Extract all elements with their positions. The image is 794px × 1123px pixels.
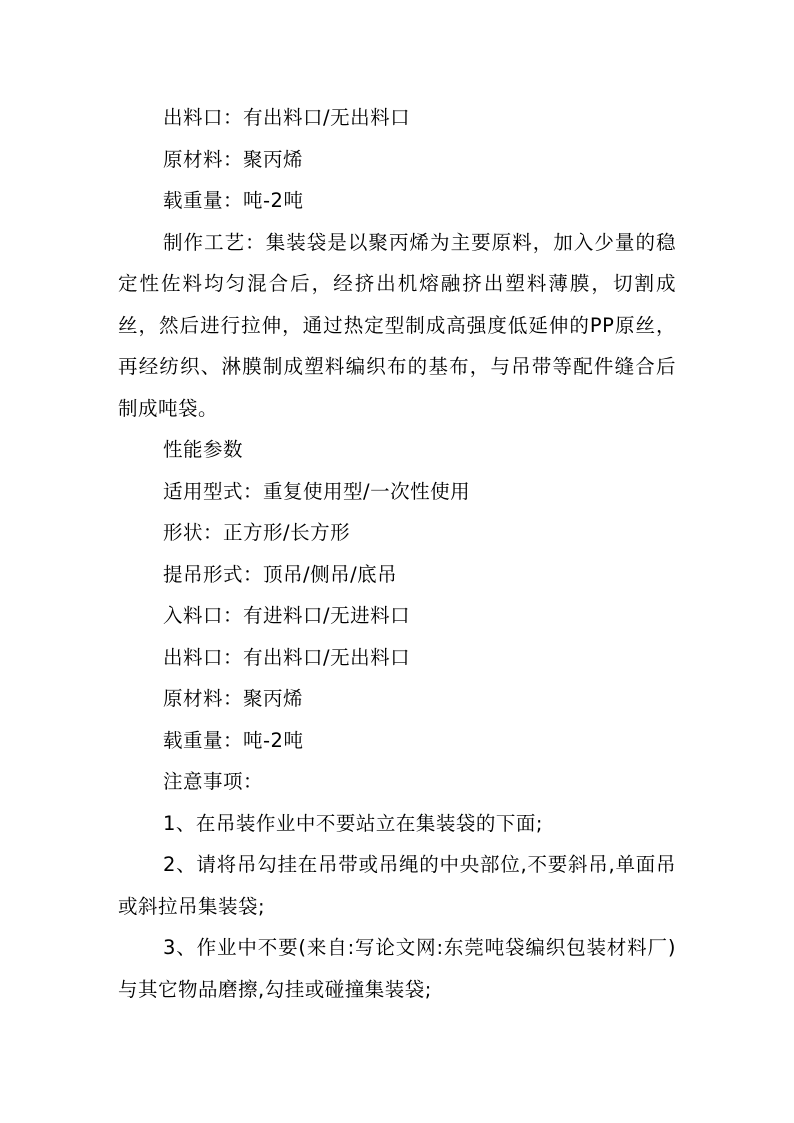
shape-line: 形状：正方形/长方形	[163, 521, 351, 544]
material-line: 原材料：聚丙烯	[163, 147, 304, 171]
inlet-line: 入料口：有进料口/无进料口	[163, 604, 411, 627]
note-1: 1、在吊装作业中不要站立在集装袋的下面;	[163, 811, 543, 835]
process-paragraph: 制作工艺：集装袋是以聚丙烯为主要原料，加入少量的稳定性佐料均匀混合后，经挤出机熔融挤出塑料薄膜，切割成丝，然后进行拉伸，通过热定型制成高强度低延伸的PP原丝，再经纺织、淋膜制成塑料编织布的基布，与吊带等配件缝合后制成吨袋。	[118, 230, 676, 420]
usage-type-line: 适用型式：重复使用型/一次性使用	[163, 479, 471, 503]
outlet-line-2: 出料口：有出料口/无出料口	[163, 645, 411, 669]
section-heading-performance: 性能参数	[163, 438, 244, 461]
load-line-2: 载重量：吨-2吨	[163, 728, 304, 752]
note-2: 2、请将吊勾挂在吊带或吊绳的中央部位,不要斜吊,单面吊或斜拉吊集装袋;	[118, 853, 676, 918]
document-page	[118, 97, 676, 1010]
lifting-form-line: 提吊形式：顶吊/侧吊/底吊	[163, 562, 398, 586]
notes-heading: 注意事项：	[163, 770, 264, 793]
material-line-2: 原材料：聚丙烯	[163, 687, 304, 710]
outlet-line: 出料口：有出料口/无出料口	[163, 106, 411, 129]
load-line: 载重量：吨-2吨	[163, 189, 304, 212]
note-3: 3、作业中不要(来自:写论文网:东莞吨袋编织包装材料厂)与其它物品磨擦,勾挂或碰撞集装袋;	[118, 936, 676, 1001]
